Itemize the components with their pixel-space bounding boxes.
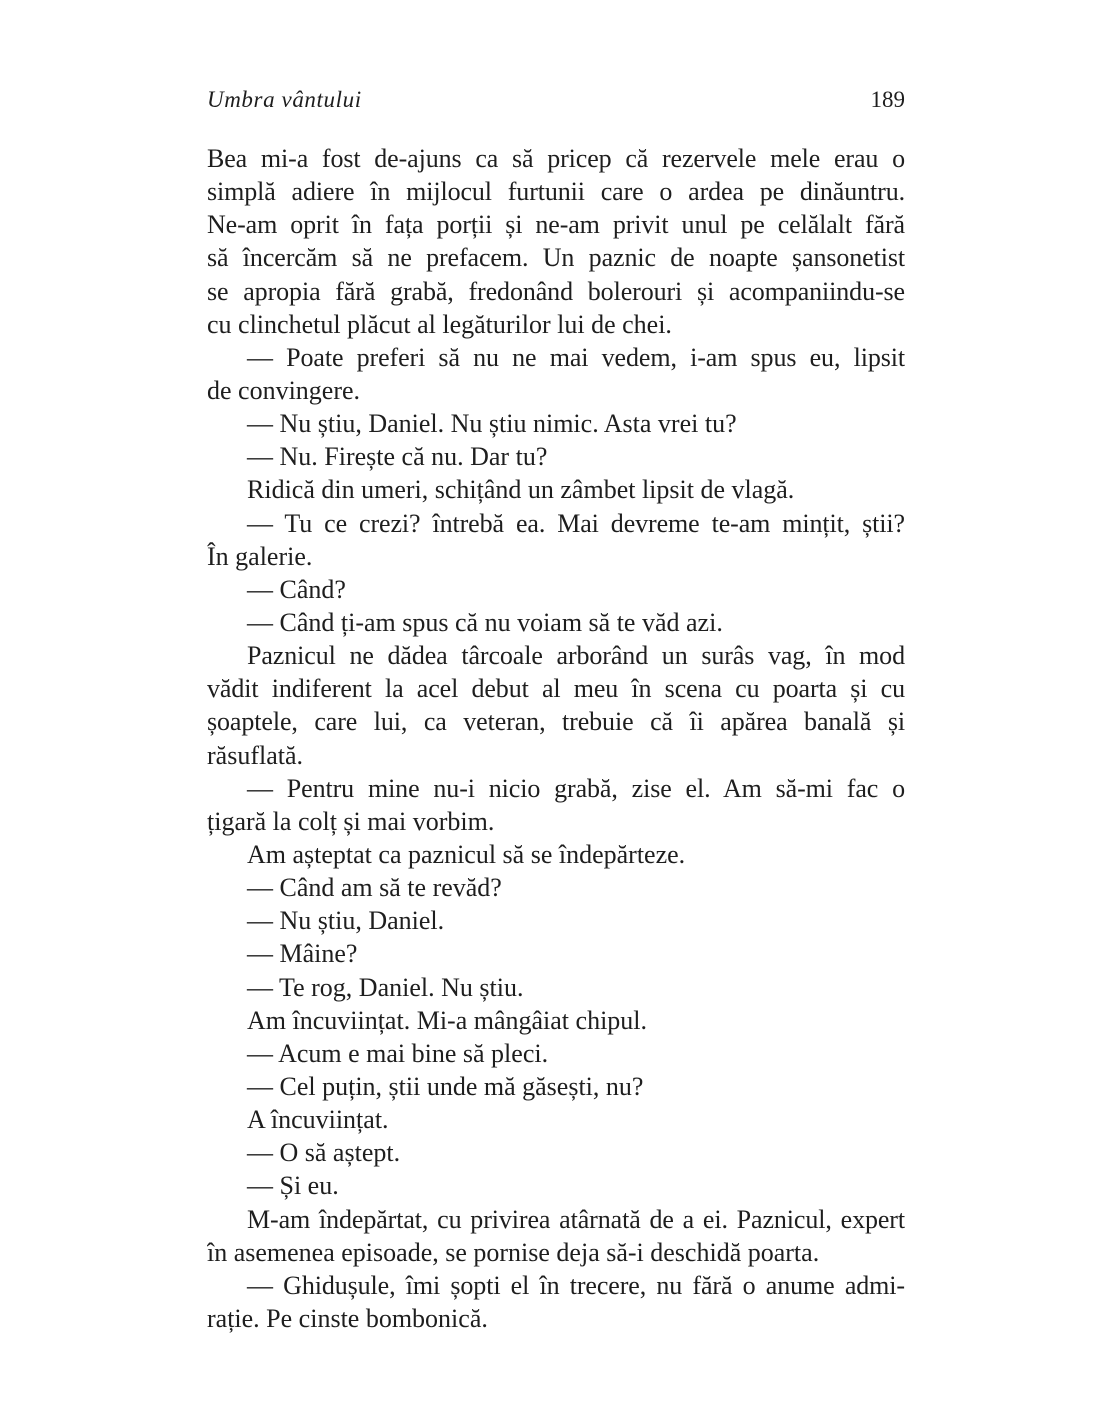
text-line: — Cel puțin, știi unde mă găsești, nu? — [247, 1071, 644, 1101]
paragraph — [207, 142, 905, 341]
page-content — [207, 86, 905, 1335]
text-line: Ne-am oprit în fața porții și ne-am privit unul pe celălalt fără — [207, 210, 905, 240]
text-line: șoaptele, care lui, ca veteran, trebuie că îi apărea banală și — [207, 707, 905, 737]
paragraph — [207, 871, 905, 904]
paragraph — [207, 772, 905, 838]
paragraph — [207, 1136, 905, 1169]
text-line: M-am îndepărtat, cu privirea atârnată de a ei. Paznicul, expert — [247, 1204, 905, 1234]
paragraph — [207, 1037, 905, 1070]
text-line: de convingere. — [207, 375, 361, 405]
text-line: — Și eu. — [247, 1171, 339, 1201]
text-line: în asemenea episoade, se pornise deja să-i deschidă poarta. — [207, 1237, 820, 1267]
text-line: — Când? — [247, 574, 346, 604]
book-title: Umbra vântului — [207, 87, 362, 112]
text-line: — Când am să te revăd? — [247, 873, 502, 903]
paragraph — [207, 1169, 905, 1202]
paragraph — [207, 606, 905, 639]
text-line: Bea mi-a fost de-ajuns ca să pricep că rezervele mele erau o — [207, 144, 905, 173]
text-line: — Nu știu, Daniel. — [247, 906, 445, 936]
paragraph — [207, 971, 905, 1004]
text-line: Am așteptat ca paznicul să se îndepărteze. — [247, 839, 686, 869]
text-line: A încuviințat. — [247, 1105, 389, 1135]
page-number: 189 — [870, 87, 905, 112]
text-line: — Când ți-am spus că nu voiam să te văd azi. — [247, 607, 723, 637]
text-line: să încercăm să ne prefacem. Un paznic de noapte șansonetist — [207, 243, 905, 273]
paragraph — [207, 1070, 905, 1103]
page-text — [207, 142, 905, 1335]
text-line: Ridică din umeri, schițând un zâmbet lipsit de vlagă. — [247, 475, 795, 505]
text-line: — Mâine? — [247, 939, 358, 969]
paragraph — [207, 639, 905, 772]
paragraph — [207, 440, 905, 473]
paragraph — [207, 573, 905, 606]
paragraph — [207, 341, 905, 407]
text-line: cu clinchetul plăcut al legăturilor lui de chei. — [207, 309, 672, 339]
running-header — [207, 86, 905, 114]
text-line: răsuflată. — [207, 740, 304, 770]
text-line: — Te rog, Daniel. Nu știu. — [247, 972, 524, 1002]
text-line: — O să aștept. — [247, 1138, 401, 1168]
paragraph — [207, 1004, 905, 1037]
text-line: Am încuviințat. Mi-a mângâiat chipul. — [247, 1005, 648, 1035]
text-line: rație. Pe cinste bombonică. — [207, 1303, 488, 1333]
paragraph — [207, 407, 905, 440]
paragraph — [207, 1269, 905, 1335]
text-line: se apropia fără grabă, fredonând bolerouri și acompaniindu-se — [207, 276, 905, 306]
text-line: Paznicul ne dădea târcoale arborând un surâs vag, în mod — [247, 641, 905, 671]
text-line: — Nu știu, Daniel. Nu știu nimic. Asta vrei tu? — [247, 409, 737, 439]
paragraph — [207, 1103, 905, 1136]
text-line: — Tu ce crezi? întrebă ea. Mai devreme te-am mințit, știi? — [247, 508, 905, 538]
paragraph — [207, 507, 905, 573]
text-line: — Nu. Firește că nu. Dar tu? — [247, 442, 548, 472]
text-line: vădit indiferent la acel debut al meu în scena cu poarta și cu — [207, 674, 905, 704]
text-line: — Acum e mai bine să pleci. — [247, 1038, 549, 1068]
text-line: simplă adiere în mijlocul furtunii care o ardea pe dinăuntru. — [207, 177, 905, 207]
text-line: țigară la colț și mai vorbim. — [207, 806, 495, 836]
paragraph — [207, 473, 905, 506]
paragraph — [207, 838, 905, 871]
paragraph — [207, 1203, 905, 1269]
paragraph — [207, 904, 905, 937]
text-line: În galerie. — [207, 541, 313, 571]
paragraph — [207, 937, 905, 970]
text-line: — Pentru mine nu-i nicio grabă, zise el. Am să-mi fac o — [247, 773, 905, 803]
text-line: — Ghidușule, îmi șopti el în trecere, nu fără o anume admi- — [247, 1270, 905, 1300]
text-line: — Poate preferi să nu ne mai vedem, i-am spus eu, lipsit — [247, 342, 905, 372]
